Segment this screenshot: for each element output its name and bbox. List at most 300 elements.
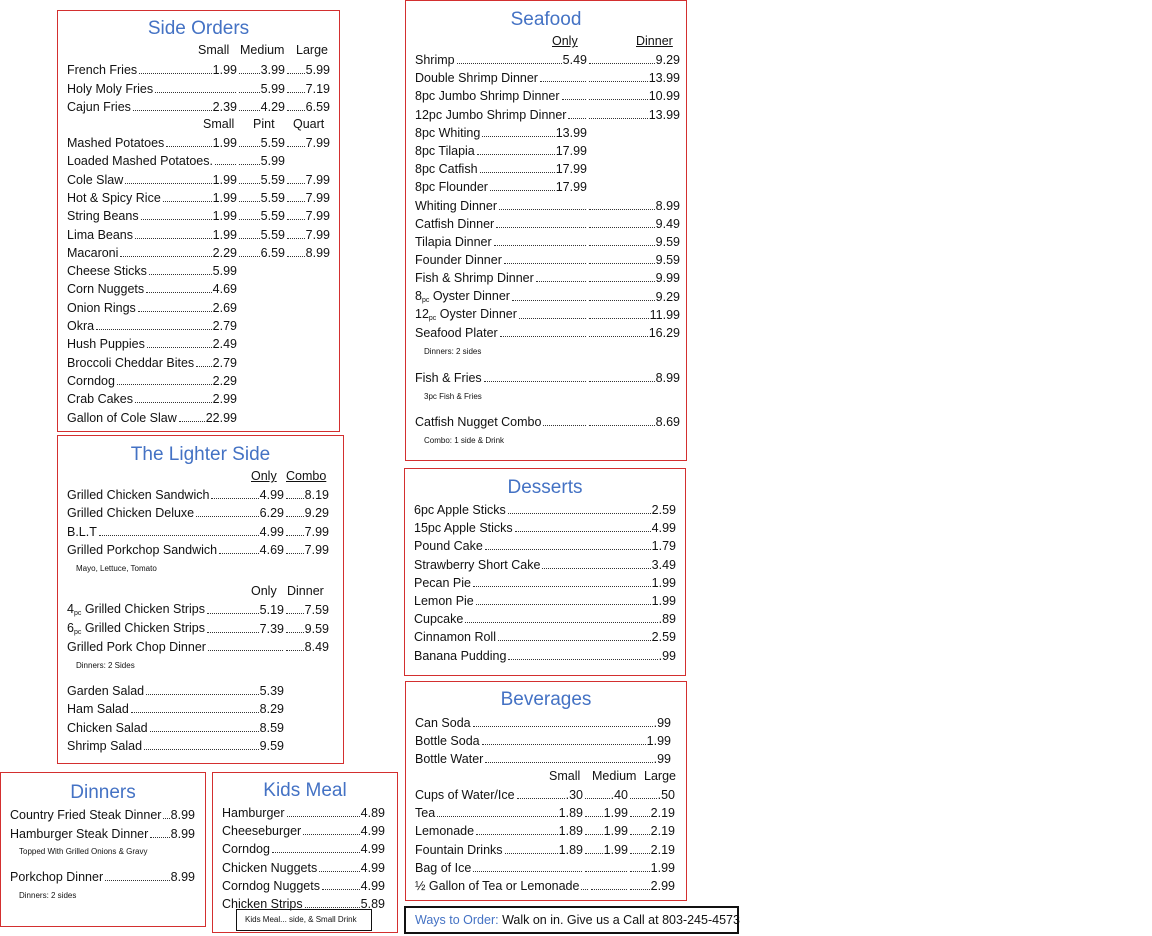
price: 7.59: [304, 603, 329, 617]
price: 1.99: [603, 806, 628, 821]
price-cell: [483, 539, 676, 553]
leader-dots: [515, 530, 651, 532]
leader-dots: [305, 906, 360, 908]
leader-dots: [437, 815, 558, 817]
price: 7.99: [304, 524, 329, 539]
price-cell: [515, 788, 583, 802]
price-cell: [541, 424, 587, 429]
menu-item-name: Bag of Ice: [415, 860, 472, 875]
leader-dots: [286, 631, 304, 633]
dinners-section: [0, 772, 206, 927]
price-cell: [213, 163, 237, 168]
price: 6.59: [305, 100, 330, 114]
price-cell: [237, 191, 285, 205]
price: 6.59: [260, 245, 285, 260]
menu-item-name: String Beans: [67, 209, 139, 224]
leader-dots: [482, 743, 646, 745]
kids-meal-section: [212, 772, 398, 933]
price-cell: [284, 506, 329, 520]
menu-item: [415, 324, 680, 340]
price: 7.99: [305, 209, 330, 224]
price-cell: [161, 808, 195, 822]
column-header: Only: [251, 469, 277, 483]
price-cell: [583, 788, 628, 802]
price: 7.99: [304, 542, 329, 557]
price: 2.49: [212, 337, 237, 352]
price-cell: [115, 374, 237, 388]
price-cell: [583, 870, 628, 875]
menu-item-name: Bottle Water: [415, 752, 484, 767]
leader-dots: [239, 91, 260, 93]
leader-dots: [585, 815, 603, 817]
menu-item: [67, 262, 237, 278]
leader-dots: [166, 145, 211, 147]
price: 4.69: [212, 282, 237, 297]
leader-dots: [322, 888, 360, 890]
price-cell: [139, 209, 237, 223]
menu-item: [67, 207, 330, 223]
price-cell: [455, 53, 587, 67]
price-cell: [133, 228, 237, 242]
menu-item-name: Loaded Mashed Potatoes.: [67, 154, 213, 169]
price: 1.99: [603, 842, 628, 857]
leader-dots: [494, 244, 586, 246]
price-cell: [237, 63, 285, 77]
leader-dots: [498, 639, 651, 641]
price: .99: [653, 716, 671, 730]
menu-item: [414, 556, 676, 572]
leader-dots: [239, 182, 260, 184]
leader-dots: [287, 145, 305, 147]
price-cell: [206, 649, 284, 654]
price: 4.99: [360, 860, 385, 875]
price-cell: [123, 173, 237, 187]
price: 22.99: [205, 410, 237, 425]
price: 7.39: [259, 621, 284, 636]
menu-item: [67, 504, 329, 520]
price-cell: [285, 173, 330, 187]
price: 1.89: [558, 824, 583, 839]
menu-item: [67, 335, 237, 351]
menu-item-name: Lima Beans: [67, 227, 134, 242]
menu-item-name: B.L.T: [67, 524, 97, 539]
leader-dots: [155, 91, 236, 93]
menu-item: [67, 189, 330, 205]
menu-item-name: Grilled Pork Chop Dinner: [67, 640, 206, 654]
column-header: Medium: [592, 769, 637, 783]
leader-dots: [519, 317, 586, 319]
menu-item-name: Grilled Chicken Sandwich: [67, 488, 210, 502]
menu-item: [222, 804, 385, 820]
price: 4.29: [260, 100, 285, 114]
price: 17.99: [555, 162, 587, 177]
leader-dots: [287, 72, 305, 74]
menu-item-name: Gallon of Cole Slaw: [67, 410, 177, 425]
price-cell: [205, 603, 284, 617]
leader-dots: [476, 833, 558, 835]
price: 2.19: [650, 824, 675, 839]
menu-item-name: ½ Gallon of Tea or Lemonade: [415, 879, 580, 893]
menu-item: [415, 233, 680, 249]
leader-dots: [239, 163, 260, 165]
price-cell: [237, 228, 285, 242]
leader-dots: [135, 401, 212, 403]
price-cell: [103, 870, 195, 884]
price-cell: [285, 82, 330, 96]
leader-dots: [150, 730, 259, 732]
menu-item-name: Seafood Plater: [415, 326, 498, 340]
leader-dots: [272, 851, 360, 853]
price-cell: [285, 63, 330, 77]
menu-item-name: Chicken Salad: [67, 720, 148, 735]
price: 8.69: [655, 415, 680, 429]
menu-note: Combo: 1 side & Drink: [424, 436, 505, 445]
price-cell: [285, 191, 330, 205]
item-count-unit: pc: [428, 314, 437, 322]
leader-dots: [630, 833, 650, 835]
leader-dots: [179, 420, 205, 422]
leader-dots: [287, 218, 305, 220]
price-cell: [583, 843, 628, 857]
leader-dots: [196, 515, 259, 517]
item-count: 6: [67, 620, 74, 635]
price: 1.99: [651, 575, 676, 590]
menu-item-name: [67, 602, 205, 617]
leader-dots: [473, 870, 582, 872]
leader-dots: [496, 226, 586, 228]
price-cell: [587, 308, 680, 322]
price-cell: [97, 525, 284, 539]
side-orders-section: [57, 10, 340, 432]
leader-dots: [476, 603, 651, 605]
price-cell: [285, 806, 385, 820]
menu-item-name: 12pc Jumbo Shrimp Dinner: [415, 107, 567, 122]
price: 8.99: [170, 826, 195, 841]
leader-dots: [215, 163, 236, 165]
price: 8.59: [259, 720, 284, 735]
menu-item: [67, 299, 237, 315]
menu-item: [415, 786, 675, 802]
menu-item: [415, 142, 587, 158]
leader-dots: [239, 72, 260, 74]
price: 1.99: [212, 63, 237, 77]
price: 5.89: [360, 897, 385, 911]
menu-item-name: Fish & Fries: [415, 371, 482, 385]
price-cell: [480, 126, 587, 140]
leader-dots: [589, 262, 655, 264]
price: 4.99: [360, 824, 385, 839]
price-cell: [284, 640, 329, 654]
menu-item: [67, 61, 330, 77]
price-cell: [492, 244, 587, 249]
price-cell: [205, 622, 284, 636]
leader-dots: [286, 612, 304, 614]
price: 8.99: [170, 808, 195, 822]
leader-dots: [473, 585, 651, 587]
menu-item-name: Okra: [67, 319, 95, 333]
leader-dots: [630, 852, 650, 854]
menu-item: [10, 825, 195, 841]
leader-dots: [589, 244, 655, 246]
menu-item: [67, 80, 330, 96]
menu-item: [67, 152, 285, 168]
item-count: 8: [415, 288, 422, 303]
price-cell: [194, 506, 284, 520]
menu-item-name: Strawberry Short Cake: [414, 557, 541, 572]
leader-dots: [150, 836, 169, 838]
menu-item: [10, 868, 195, 884]
price: 1.89: [558, 842, 583, 857]
menu-item-name: Cups of Water/Ice: [415, 788, 515, 802]
leader-dots: [484, 380, 586, 382]
menu-item-name: Mashed Potatoes: [67, 136, 165, 150]
menu-item-name: Corndog: [222, 842, 270, 857]
price-cell: [194, 356, 237, 370]
price-cell: [471, 716, 671, 730]
price-cell: [284, 603, 329, 617]
price: 13.99: [555, 125, 587, 140]
leader-dots: [512, 299, 586, 301]
leader-dots: [589, 280, 655, 282]
price: 9.59: [655, 253, 680, 268]
leader-dots: [589, 62, 655, 64]
price: 5.59: [260, 209, 285, 224]
desserts-section: [404, 468, 686, 676]
menu-item: [414, 519, 676, 535]
menu-item: [415, 804, 675, 820]
price: 10.99: [648, 89, 680, 104]
leader-dots: [239, 237, 260, 239]
price-cell: [494, 226, 587, 231]
price-cell: [144, 282, 237, 296]
price-cell: [145, 337, 237, 351]
leader-dots: [591, 888, 627, 890]
price-cell: [628, 824, 675, 838]
price-cell: [587, 371, 680, 385]
leader-dots: [589, 335, 648, 337]
menu-item-name: Hamburger Steak Dinner: [10, 826, 149, 841]
menu-note: Dinners: 2 Sides: [76, 661, 135, 670]
price: 11.99: [649, 307, 680, 322]
price-cell: [587, 217, 680, 231]
menu-item-name: [415, 289, 510, 304]
price: 2.39: [212, 100, 237, 114]
price: 2.69: [212, 300, 237, 315]
price-cell: [587, 199, 680, 213]
leader-dots: [465, 621, 657, 623]
menu-item: [67, 719, 284, 735]
menu-item: [67, 486, 329, 502]
leader-dots: [568, 117, 586, 119]
price-cell: [285, 246, 330, 260]
menu-item-name: Tilapia Dinner: [415, 235, 492, 249]
menu-item-name: Cheese Sticks: [67, 264, 147, 279]
ways-to-order-box: [404, 906, 739, 934]
price-cell: [628, 879, 675, 893]
kids-meal-note: Kids Meal... side, & Small Drink: [245, 915, 357, 924]
menu-item-name: Shrimp Salad: [67, 738, 143, 753]
leader-dots: [287, 182, 305, 184]
price-cell: [164, 136, 237, 150]
menu-note: 3pc Fish & Fries: [424, 392, 482, 401]
section-title: Kids Meal: [263, 780, 347, 801]
price: 5.99: [212, 264, 237, 279]
leader-dots: [286, 552, 304, 554]
menu-item-name: Fish & Shrimp Dinner: [415, 271, 534, 286]
price-cell: [284, 488, 329, 502]
price-cell: [587, 89, 680, 103]
leader-dots: [630, 870, 650, 872]
menu-item-name: Fountain Drinks: [415, 842, 503, 857]
price: 2.99: [650, 879, 675, 893]
price: 1.79: [651, 539, 676, 554]
price: 1.99: [212, 209, 237, 224]
leader-dots: [589, 117, 648, 119]
price: 5.59: [260, 227, 285, 242]
leader-dots: [499, 208, 586, 210]
menu-item-name-text: Oyster Dinner: [429, 288, 510, 303]
price: 5.49: [562, 53, 587, 67]
menu-item-name: Hamburger: [222, 806, 285, 820]
price: 4.99: [259, 524, 284, 539]
price: 2.29: [212, 373, 237, 388]
price: 5.99: [305, 63, 330, 77]
price: 8.99: [655, 371, 680, 385]
menu-item: [67, 226, 330, 242]
price-cell: [237, 136, 285, 150]
menu-item-name-text: Grilled Chicken Strips: [81, 620, 206, 635]
price-cell: [148, 721, 284, 735]
menu-item: [415, 106, 680, 122]
price-cell: [534, 280, 587, 285]
ways-to-order-label: Ways to Order:: [415, 913, 499, 927]
column-header: Large: [296, 43, 328, 57]
price-cell: [587, 108, 680, 122]
leader-dots: [149, 273, 212, 275]
menu-item: [415, 251, 680, 267]
price-cell: [148, 827, 195, 841]
menu-item-name: [67, 621, 205, 636]
leader-dots: [480, 171, 555, 173]
price: 4.99: [360, 842, 385, 857]
price-cell: [480, 734, 671, 748]
leader-dots: [287, 815, 360, 817]
menu-item-name: Shrimp: [415, 53, 455, 67]
price-cell: [317, 861, 385, 875]
price-cell: [566, 117, 587, 122]
price: .99: [658, 648, 676, 663]
menu-item: [415, 69, 680, 85]
price: 3.99: [260, 63, 285, 77]
menu-item-name: 6pc Apple Sticks: [414, 503, 506, 517]
menu-item: [67, 98, 330, 114]
price-cell: [488, 180, 587, 194]
leader-dots: [589, 424, 655, 426]
leader-dots: [239, 145, 260, 147]
menu-item-name: Macaroni: [67, 245, 119, 260]
leader-dots: [146, 291, 212, 293]
price-cell: [583, 806, 628, 820]
leader-dots: [207, 612, 259, 614]
price-cell: [587, 235, 680, 249]
menu-item: [415, 369, 680, 385]
price: 3.49: [651, 557, 676, 572]
price: 4.99: [360, 878, 385, 893]
item-count-unit: pc: [73, 628, 82, 636]
price-cell: [161, 191, 237, 205]
leader-dots: [543, 424, 586, 426]
menu-item: [415, 877, 675, 893]
leader-dots: [589, 80, 648, 82]
price-cell: [628, 788, 675, 802]
price: 9.29: [304, 506, 329, 521]
price-cell: [506, 503, 676, 517]
price: 9.49: [655, 216, 680, 231]
price-cell: [587, 53, 680, 67]
leader-dots: [286, 515, 304, 517]
menu-item: [414, 610, 676, 626]
menu-item: [414, 537, 676, 553]
menu-item: [67, 700, 284, 716]
leader-dots: [589, 208, 655, 210]
menu-item-name: Can Soda: [415, 716, 471, 730]
price: 5.19: [259, 603, 284, 617]
menu-item-name: 8pc Tilapia: [415, 144, 475, 158]
price-cell: [301, 824, 385, 838]
price: 8.99: [170, 870, 195, 884]
price-cell: [237, 173, 285, 187]
column-header: Small: [203, 117, 235, 131]
menu-item: [67, 620, 329, 636]
menu-item-name: Catfish Dinner: [415, 216, 495, 231]
price-cell: [510, 299, 587, 304]
leader-dots: [562, 98, 586, 100]
price-cell: [237, 154, 285, 168]
leader-dots: [477, 153, 555, 155]
price: 2.79: [212, 319, 237, 333]
ways-to-order-info: Walk on in. Give us a Call at 803-245-4573: [498, 913, 740, 927]
menu-item-name: Corn Nuggets: [67, 282, 145, 297]
menu-item-name: 15pc Apple Sticks: [414, 521, 513, 536]
menu-item-name: Pound Cake: [414, 539, 483, 554]
menu-item: [415, 178, 587, 194]
leader-dots: [585, 870, 627, 872]
item-count-unit: pc: [73, 610, 82, 617]
price-cell: [587, 271, 680, 285]
price-cell: [320, 879, 385, 893]
leader-dots: [120, 255, 211, 257]
price-cell: [587, 253, 680, 267]
leader-dots: [286, 534, 304, 536]
price-cell: [471, 576, 676, 590]
price-cell: [284, 622, 329, 636]
menu-item: [67, 372, 237, 388]
seafood-section: [405, 0, 687, 461]
price: 4.99: [651, 521, 676, 536]
price-cell: [94, 319, 237, 333]
leader-dots: [139, 72, 212, 74]
column-header: Only: [251, 584, 277, 598]
menu-item-name: Cinnamon Roll: [414, 630, 496, 645]
leader-dots: [508, 512, 651, 514]
leader-dots: [239, 255, 260, 257]
price: 1.99: [212, 227, 237, 242]
price: .99: [653, 752, 671, 767]
price-cell: [270, 842, 385, 856]
price-cell: [482, 380, 587, 385]
price: 1.99: [603, 824, 628, 839]
leader-dots: [287, 237, 305, 239]
